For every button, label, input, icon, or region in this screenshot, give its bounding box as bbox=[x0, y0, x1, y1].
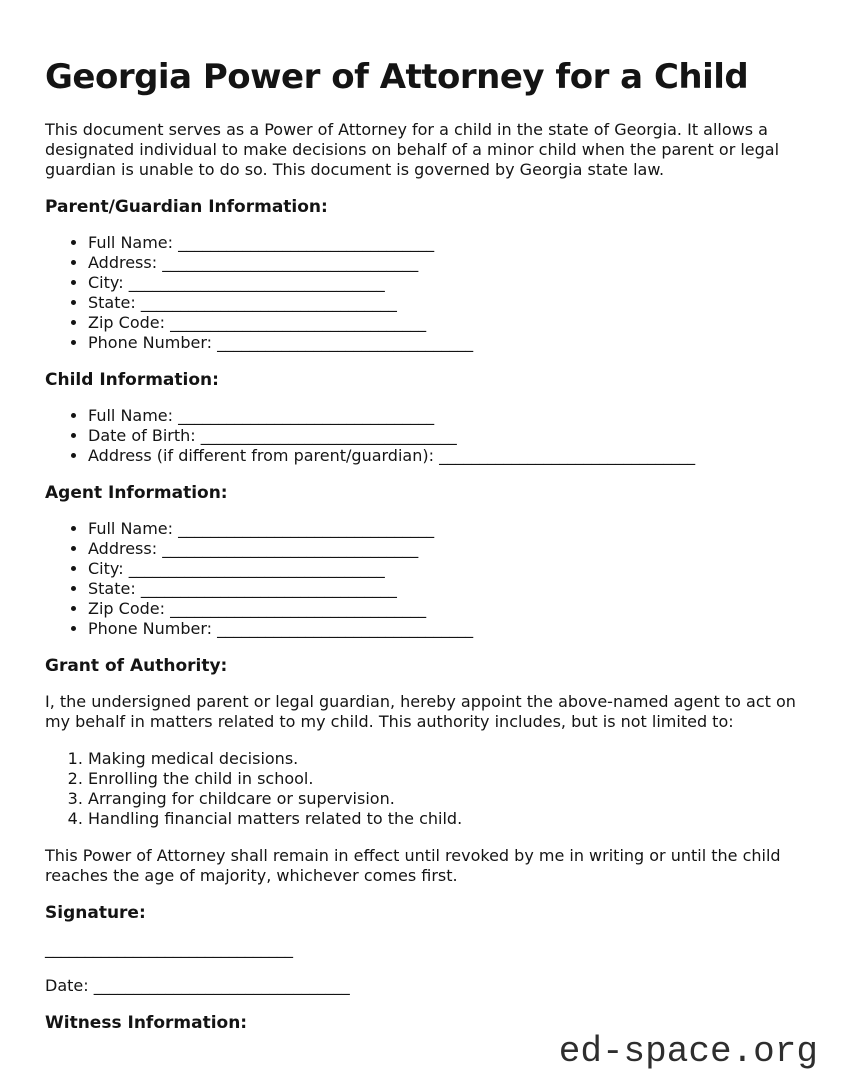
field-label: State: bbox=[88, 579, 136, 598]
field-label: Zip Code: bbox=[88, 313, 165, 332]
field-row-agent-state bbox=[88, 579, 800, 599]
field-blank: ________________________________ bbox=[170, 599, 427, 618]
field-blank: ________________________________ bbox=[140, 293, 397, 312]
field-blank: ________________________________ bbox=[162, 253, 419, 272]
intro-paragraph: This document serves as a Power of Attorney for a child in the state of Georgia. It allows a designated individual to make decisions on behalf of a minor child when the parent or legal guardian is unable to do so. This document is governed by Georgia state law. bbox=[45, 120, 780, 179]
agent-field-list bbox=[45, 519, 800, 639]
field-label: Address (if different from parent/guardian): bbox=[88, 446, 434, 465]
field-label: City: bbox=[88, 273, 124, 292]
agent-section-heading: Agent Information: bbox=[45, 483, 228, 503]
field-row-child-address bbox=[88, 446, 800, 466]
field-row-parent-zip bbox=[88, 313, 800, 333]
field-label: Full Name: bbox=[88, 519, 174, 538]
field-blank: ________________________________ bbox=[439, 446, 696, 465]
watermark: ed-space.org bbox=[558, 1031, 818, 1072]
field-blank: ________________________________ bbox=[200, 426, 457, 445]
field-row-child-full-name bbox=[88, 406, 800, 426]
field-blank: ________________________________ bbox=[170, 313, 427, 332]
field-blank: ________________________________ bbox=[162, 539, 419, 558]
field-label: Full Name: bbox=[88, 233, 174, 252]
field-row-agent-zip bbox=[88, 599, 800, 619]
field-row-agent-city bbox=[88, 559, 800, 579]
signature-section-heading: Signature: bbox=[45, 903, 146, 923]
field-blank: ________________________________ bbox=[178, 519, 435, 538]
parent-section-heading: Parent/Guardian Information: bbox=[45, 197, 328, 217]
field-label: State: bbox=[88, 293, 136, 312]
field-row-parent-phone bbox=[88, 333, 800, 353]
field-label: Phone Number: bbox=[88, 619, 213, 638]
field-row-agent-full-name bbox=[88, 519, 800, 539]
field-row-parent-full-name bbox=[88, 233, 800, 253]
signature-blank-line: _______________________________ bbox=[45, 939, 293, 958]
authority-list bbox=[45, 749, 800, 829]
field-blank: ________________________________ bbox=[140, 579, 397, 598]
effect-paragraph: This Power of Attorney shall remain in effect until revoked by me in writing or until the child reaches the age of majority, whichever comes first. bbox=[45, 846, 781, 885]
document-title: Georgia Power of Attorney for a Child bbox=[45, 57, 749, 97]
date-blank: ________________________________ bbox=[93, 976, 350, 995]
grant-section-heading: Grant of Authority: bbox=[45, 656, 228, 676]
field-row-agent-address bbox=[88, 539, 800, 559]
field-label: Address: bbox=[88, 253, 158, 272]
field-label: Address: bbox=[88, 539, 158, 558]
field-label: Phone Number: bbox=[88, 333, 213, 352]
grant-paragraph: I, the undersigned parent or legal guardian, hereby appoint the above-named agent to act on my behalf in matters related to my child. This authority includes, but is not limited to: bbox=[45, 692, 796, 731]
field-label: Full Name: bbox=[88, 406, 174, 425]
field-row-parent-state bbox=[88, 293, 800, 313]
field-label: City: bbox=[88, 559, 124, 578]
date-row bbox=[45, 976, 800, 996]
authority-item-school: 2. Enrolling the child in school. bbox=[88, 769, 800, 789]
field-blank: ________________________________ bbox=[128, 559, 385, 578]
date-label: Date: bbox=[45, 976, 89, 995]
field-label: Date of Birth: bbox=[88, 426, 196, 445]
child-section-heading: Child Information: bbox=[45, 370, 219, 390]
field-row-parent-address bbox=[88, 253, 800, 273]
authority-item-financial: 4. Handling financial matters related to the child. bbox=[88, 809, 800, 829]
witness-section-heading: Witness Information: bbox=[45, 1013, 248, 1033]
field-blank: ________________________________ bbox=[178, 233, 435, 252]
child-field-list bbox=[45, 406, 800, 466]
field-row-agent-phone bbox=[88, 619, 800, 639]
field-blank: ________________________________ bbox=[217, 619, 474, 638]
field-row-child-dob bbox=[88, 426, 800, 446]
authority-item-medical: 1. Making medical decisions. bbox=[88, 749, 800, 769]
field-label: Zip Code: bbox=[88, 599, 165, 618]
field-blank: ________________________________ bbox=[178, 406, 435, 425]
field-row-parent-city bbox=[88, 273, 800, 293]
field-blank: ________________________________ bbox=[217, 333, 474, 352]
authority-item-childcare: 3. Arranging for childcare or supervision. bbox=[88, 789, 800, 809]
parent-field-list bbox=[45, 233, 800, 353]
field-blank: ________________________________ bbox=[128, 273, 385, 292]
